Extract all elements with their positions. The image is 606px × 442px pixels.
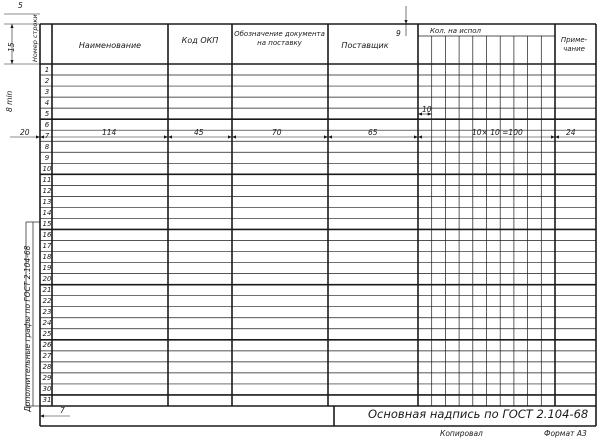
row-number: 28 <box>42 363 52 372</box>
dim-bottom-7: 7 <box>60 406 65 415</box>
header-supplier: Поставщик <box>341 41 389 50</box>
row-number: 10 <box>42 164 52 173</box>
row-number: 11 <box>42 175 52 184</box>
dim-left-20: 20 <box>20 128 30 137</box>
dim-col-65: 65 <box>368 128 378 137</box>
header-row-number: Номер строки <box>31 14 39 62</box>
row-number: 5 <box>44 109 50 118</box>
row-number: 9 <box>44 153 50 162</box>
row-number: 17 <box>42 242 52 251</box>
row-number: 31 <box>42 396 52 405</box>
dim-top-9: 9 <box>396 29 401 38</box>
row-number: 25 <box>42 330 52 339</box>
dim-col-45: 45 <box>194 128 204 137</box>
dim-15-arrow-bottom <box>10 60 13 64</box>
header-quantity: Кол. на испол <box>430 27 481 35</box>
header-note: Приме-чание <box>560 36 588 53</box>
dim-col-24: 24 <box>566 128 576 137</box>
header-okp-code: Код ОКП <box>181 36 219 45</box>
row-number: 14 <box>42 208 52 217</box>
footer-copied: Копировал <box>440 429 483 438</box>
row-number: 22 <box>42 297 52 306</box>
row-number: 13 <box>42 197 52 206</box>
dim-col-70: 70 <box>272 128 282 137</box>
row-number: 24 <box>42 319 52 328</box>
row-number: 29 <box>42 374 52 383</box>
row-number: 12 <box>42 186 52 195</box>
row-number: 19 <box>42 264 52 273</box>
dim-15-arrow-top <box>10 24 13 28</box>
dim-top-5: 5 <box>18 1 23 10</box>
row-number: 30 <box>42 385 52 394</box>
row-number: 6 <box>44 120 50 129</box>
row-number: 23 <box>42 308 52 317</box>
dim-header-15: 15 <box>7 42 16 52</box>
title-block-text: Основная надпись по ГОСТ 2.104-68 <box>368 407 589 421</box>
footer-format: Формат А3 <box>544 429 587 438</box>
label-extra-columns: Дополнительные графы по ГОСТ 2.104-68 <box>23 245 32 412</box>
dim-col-10: 10 <box>422 105 432 114</box>
header-name: Наименование <box>78 41 142 50</box>
row-number: 20 <box>42 275 52 284</box>
row-number: 1 <box>44 65 50 74</box>
row-number: 16 <box>42 230 52 239</box>
dim-qty-cols: 10× 10 =100 <box>472 128 523 137</box>
label-row-height: 8 min <box>5 90 14 112</box>
row-number: 3 <box>44 87 50 96</box>
row-number: 8 <box>44 142 50 151</box>
row-number: 26 <box>42 341 52 350</box>
row-number: 18 <box>42 253 52 262</box>
dim-col-114: 114 <box>102 128 117 137</box>
row-number: 21 <box>42 286 52 295</box>
row-number: 4 <box>44 98 50 107</box>
row-number: 15 <box>42 219 52 228</box>
row-number: 27 <box>42 352 52 361</box>
header-supply-document: Обозначение документа на поставку <box>234 30 325 47</box>
row-number: 7 <box>44 131 50 140</box>
row-number: 2 <box>44 76 50 85</box>
